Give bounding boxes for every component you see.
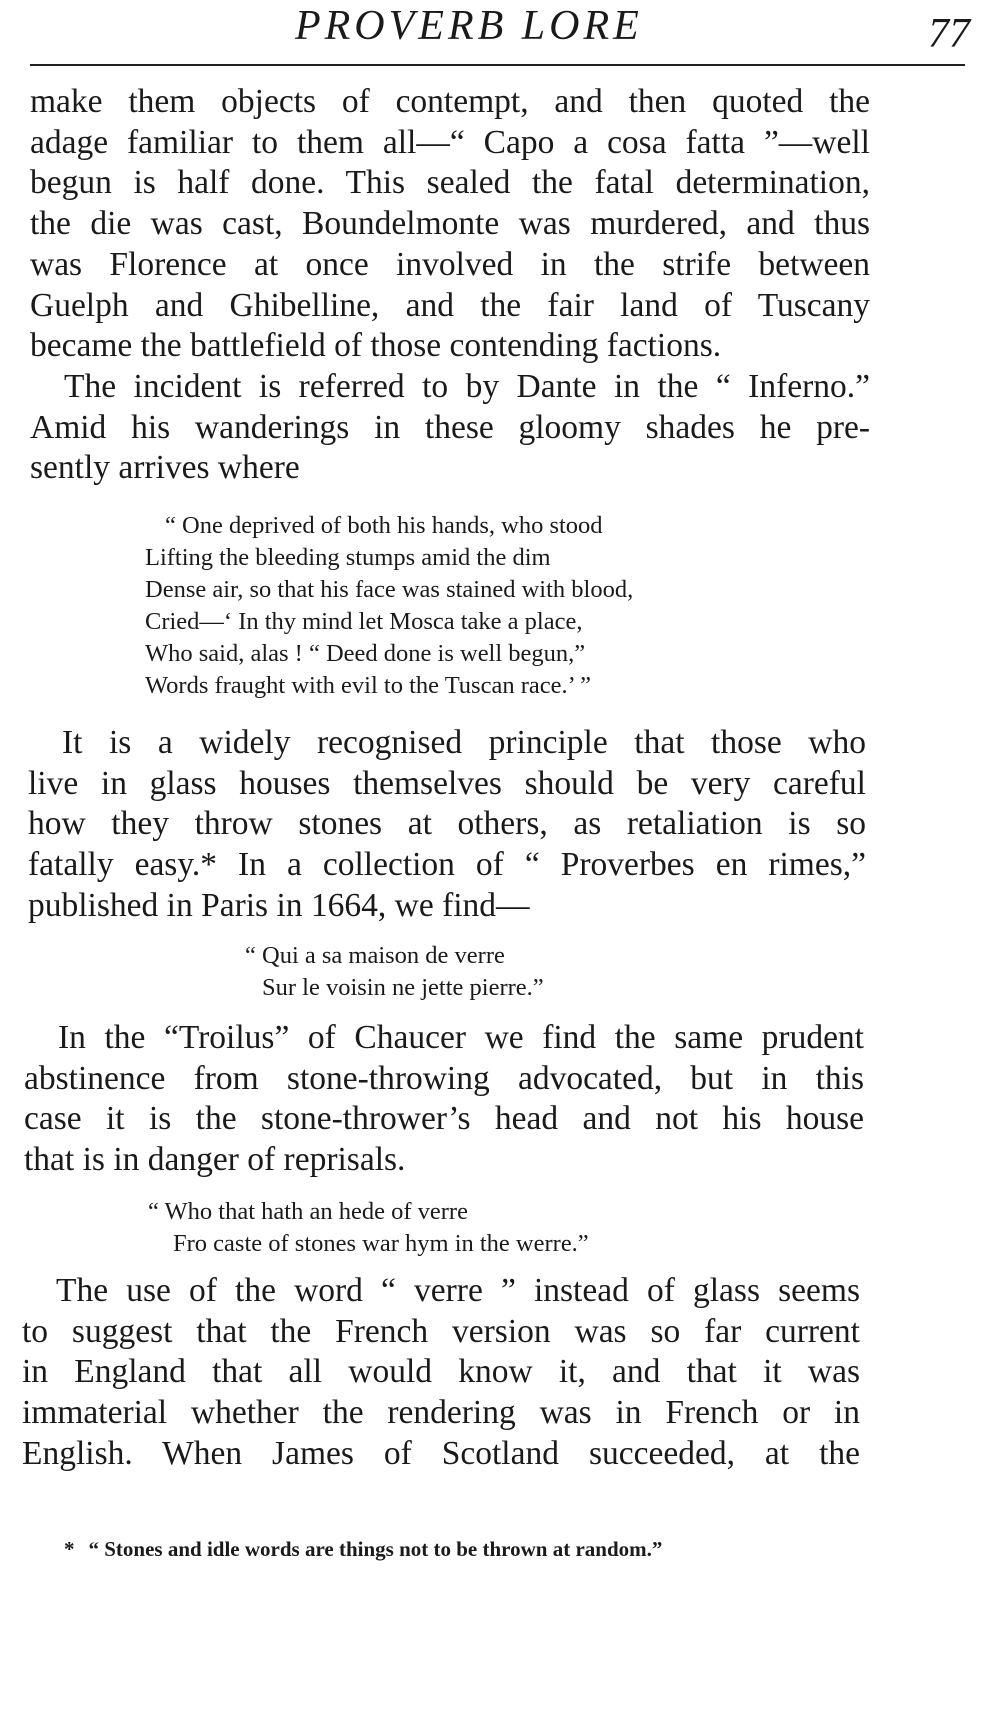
verse-line: Sur le voisin ne jette pierre.”	[262, 974, 544, 1001]
verse-line: Who said, alas ! “ Deed done is well begun,”	[145, 640, 586, 667]
paragraph-continuation	[30, 82, 870, 367]
verse-line: “ One deprived of both his hands, who stood	[165, 512, 603, 539]
verse-inferno	[145, 510, 633, 702]
text-line: in England that all would know it, and that it was	[22, 1353, 860, 1391]
footnote-text: “ Stones and idle words are things not to be thrown at random.”	[88, 1537, 663, 1561]
text-line: published in Paris in 1664, we find—	[28, 886, 530, 924]
text-line: The incident is referred to by Dante in the “ Inferno.”	[64, 368, 870, 405]
text-line: became the battlefield of those contending factions.	[30, 327, 722, 365]
verse-line: “ Qui a sa maison de verre	[245, 942, 505, 969]
footnote-marker: *	[64, 1537, 75, 1561]
text-line: immaterial whether the rendering was in French or in	[22, 1394, 860, 1432]
text-line: was Florence at once involved in the strife between	[30, 245, 870, 283]
text-line: abstinence from stone-throwing advocated, but in this	[24, 1059, 864, 1097]
text-line: live in glass houses themselves should be very careful	[28, 764, 866, 802]
verse-line: Words fraught with evil to the Tuscan race.’ ”	[145, 672, 591, 699]
verse-line: Fro caste of stones war hym in the werre.”	[173, 1230, 589, 1257]
verse-line: Cried—‘ In thy mind let Mosca take a place,	[145, 608, 583, 635]
text-line: to suggest that the French version was so far current	[22, 1312, 860, 1350]
page-number: 77	[928, 11, 970, 57]
running-head-title: PROVERB LORE	[295, 3, 643, 49]
text-line: sently arrives where	[30, 449, 300, 487]
footnote	[64, 1535, 662, 1563]
verse-troilus	[148, 1196, 589, 1260]
verse-line: “ Who that hath an hede of verre	[148, 1198, 468, 1225]
paragraph-dante	[30, 367, 870, 489]
verse-line: Dense air, so that his face was stained with blood,	[145, 576, 634, 603]
text-line: The use of the word “ verre ” instead of glass seems	[56, 1272, 860, 1309]
verse-line: Lifting the bleeding stumps amid the dim	[145, 544, 551, 571]
paragraph-chaucer	[24, 1018, 864, 1181]
verse-proverbes	[245, 940, 544, 1004]
text-line: fatally easy.* In a collection of “ Proverbes en rimes,”	[28, 846, 866, 884]
text-line: Amid his wanderings in these gloomy shades he pre-	[30, 408, 870, 446]
paragraph-glass-houses	[28, 723, 866, 927]
paragraph-verre	[22, 1271, 860, 1475]
text-line: In the “Troilus” of Chaucer we find the same prudent	[58, 1019, 864, 1056]
text-line: case it is the stone-thrower’s head and not his house	[24, 1100, 864, 1138]
text-line: Guelph and Ghibelline, and the fair land of Tuscany	[30, 286, 870, 324]
text-line: that is in danger of reprisals.	[24, 1141, 406, 1179]
text-line: the die was cast, Boundelmonte was murdered, and thus	[30, 205, 870, 243]
header-rule	[30, 64, 965, 66]
text-line: adage familiar to them all—“ Capo a cosa fatta ”—well	[30, 123, 870, 161]
text-line: make them objects of contempt, and then quoted the	[30, 83, 870, 120]
running-head	[30, 0, 970, 64]
text-line: how they throw stones at others, as retaliation is so	[28, 805, 866, 843]
text-line: English. When James of Scotland succeeded, at the	[22, 1434, 860, 1472]
text-line: begun is half done. This sealed the fatal determination,	[30, 164, 870, 202]
text-line: It is a widely recognised principle that those who	[62, 724, 866, 761]
